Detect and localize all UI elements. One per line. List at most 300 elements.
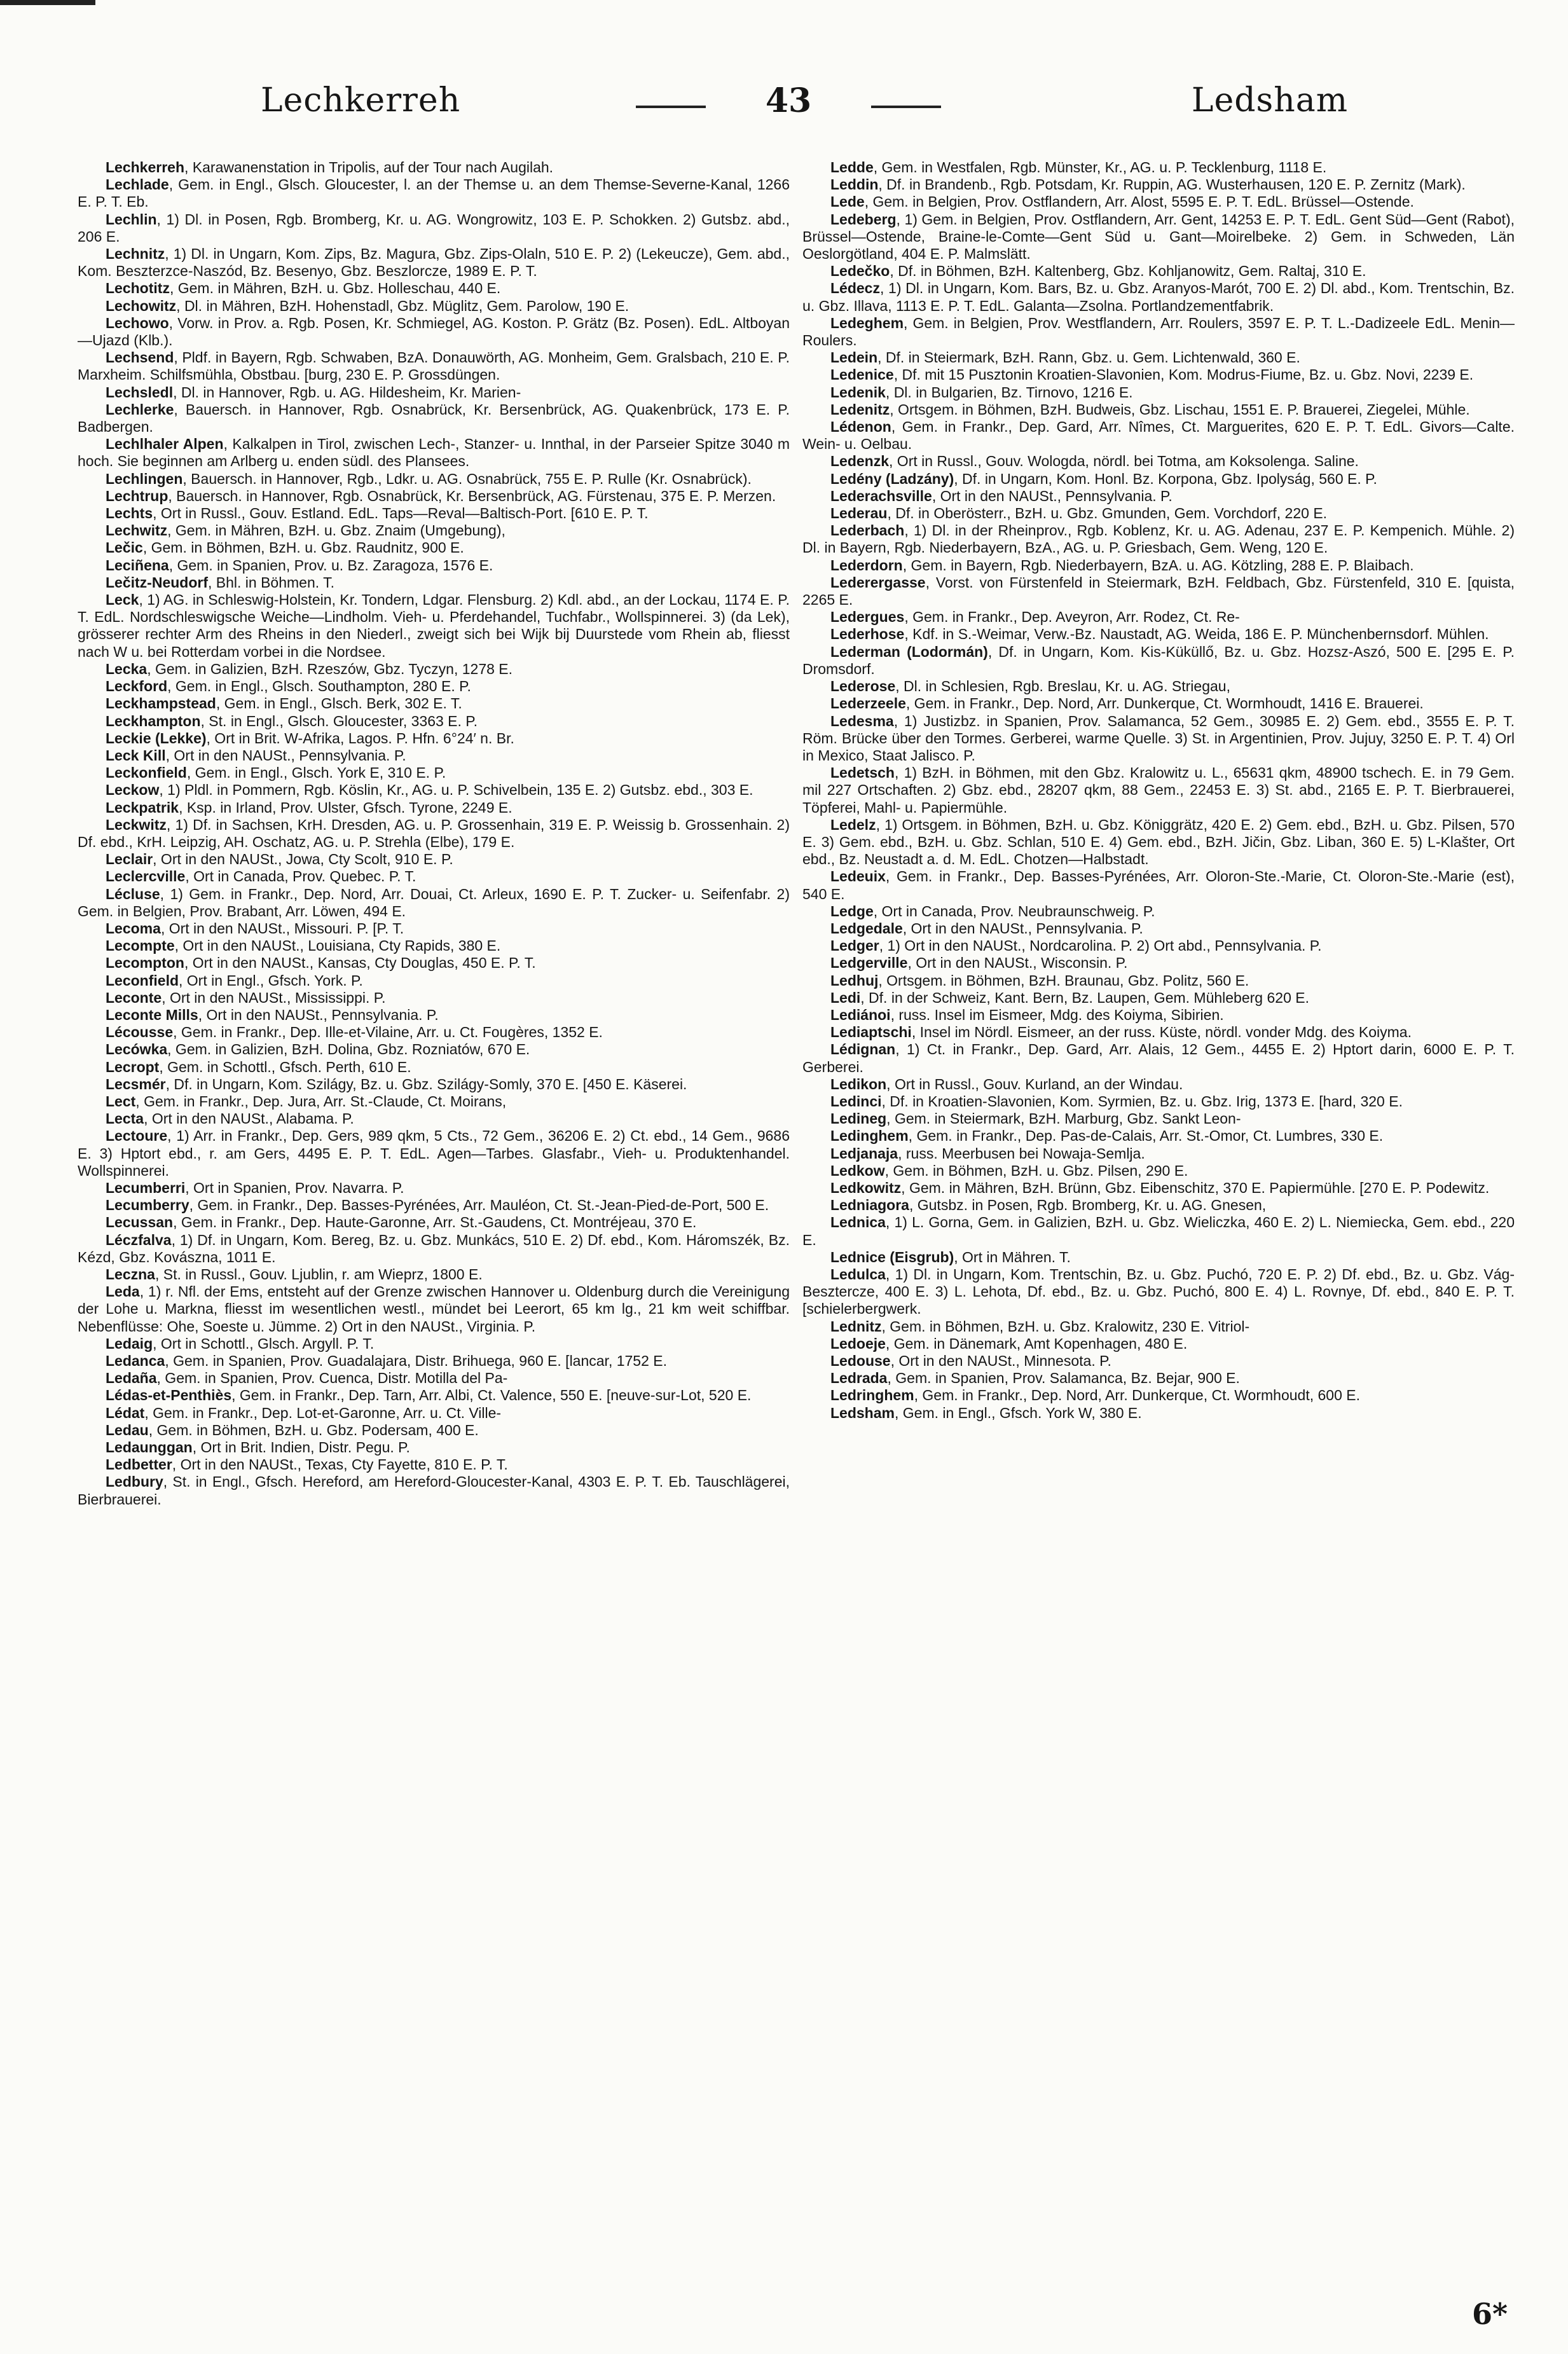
entry-headword: Lediánoi: [830, 1006, 891, 1023]
gazetteer-entry: [78, 747, 790, 764]
gazetteer-entry: [802, 384, 1515, 401]
entry-text: , 1) Pldl. in Pommern, Rgb. Köslin, Kr., AG. u. P. Schivelbein, 135 E. 2) Gutsbz. ebd., 303 E.: [159, 781, 753, 799]
gazetteer-entry: [78, 989, 790, 1007]
gazetteer-entry: [802, 1145, 1515, 1162]
entry-headword: Ledesma: [830, 712, 894, 729]
entry-text: , Bhl. in Böhmen. T.: [208, 574, 335, 591]
gazetteer-entry: [78, 591, 790, 661]
entry-text: , Df. in Steiermark, BzH. Rann, Gbz. u. Gem. Lichtenwald, 360 E.: [877, 349, 1300, 366]
entry-text: , Gem. in Schottl., Gfsch. Perth, 610 E.: [159, 1058, 411, 1075]
entry-headword: Lédat: [106, 1404, 145, 1421]
entry-headword: Lederose: [830, 678, 896, 695]
gazetteer-entry: [78, 315, 790, 349]
gazetteer-entry: [802, 453, 1515, 470]
running-head-left: Lechkerreh: [261, 81, 461, 120]
entry-headword: Ledergues: [830, 609, 905, 626]
entry-text: , Gem. in Frankr., Dep. Basses-Pyrénées, Arr. Oloron-Ste.-Marie, Ct. Oloron-Ste.-Marie (est), 540 E.: [802, 868, 1515, 902]
entry-headword: Lecompton: [106, 954, 184, 972]
gazetteer-entry: [78, 799, 790, 816]
entry-headword: Ledeuix: [830, 868, 886, 885]
entry-headword: Lecka: [106, 660, 148, 677]
gazetteer-entry: [802, 1127, 1515, 1145]
entry-text: , Df. in Ungarn, Kom. Honl. Bz. Korpona, Gbz. Ipolyság, 560 E. P.: [954, 470, 1377, 487]
entry-headword: Lede: [830, 193, 865, 210]
gazetteer-entry: [78, 886, 790, 920]
entry-text: , Ort in den NAUSt., Kansas, Cty Douglas, 450 E. P. T.: [184, 954, 536, 972]
gazetteer-entry: [78, 176, 790, 210]
running-head-right: Ledsham: [1191, 81, 1348, 120]
entry-headword: Leckpatrik: [106, 799, 179, 816]
entry-headword: Ledringhem: [830, 1387, 914, 1404]
gazetteer-entry: [802, 713, 1515, 765]
gazetteer-entry: [802, 1162, 1515, 1180]
entry-text: , Gem. in Böhmen, BzH. u. Gbz. Kralowitz, 230 E. Vitriol-: [881, 1318, 1250, 1335]
entry-headword: Ledinghem: [830, 1127, 909, 1145]
entry-headword: Lechowitz: [106, 297, 177, 314]
gazetteer-entry: [78, 730, 790, 747]
entry-headword: Ledinci: [830, 1092, 882, 1110]
entry-headword: Lecta: [106, 1110, 144, 1127]
gazetteer-entry: [78, 1127, 790, 1180]
gazetteer-entry: [78, 1232, 790, 1266]
entry-text: , Gem. in Steiermark, BzH. Marburg, Gbz. Sankt Leon-: [886, 1110, 1241, 1127]
gazetteer-entry: [78, 972, 790, 989]
entry-headword: Lederachsville: [830, 487, 932, 504]
gazetteer-entry: [78, 349, 790, 383]
gazetteer-entry: [802, 193, 1515, 210]
entry-headword: Lederdorn: [830, 556, 903, 574]
entry-headword: Lednitz: [830, 1318, 882, 1335]
gazetteer-entry: [78, 1059, 790, 1076]
entry-headword: Leckhampton: [106, 712, 201, 729]
entry-text: , Gem. in Böhmen, BzH. u. Gbz. Podersam, 400 E.: [148, 1421, 479, 1438]
entry-text: , Gem. in Frankr., Dep. Aveyron, Arr. Rodez, Ct. Re-: [904, 609, 1240, 626]
gazetteer-entry: [802, 349, 1515, 366]
entry-headword: Lechowo: [106, 314, 169, 331]
entry-text: , Ort in Canada, Prov. Quebec. P. T.: [185, 868, 416, 885]
gazetteer-entry: [802, 1180, 1515, 1197]
gazetteer-entry: [802, 1266, 1515, 1318]
entry-headword: Ledge: [830, 902, 874, 919]
entry-text: , Ort in den NAUSt., Louisiana, Cty Rapids, 380 E.: [174, 937, 501, 954]
entry-headword: Lederzeele: [830, 695, 906, 712]
entry-headword: Lečic: [106, 539, 143, 556]
entry-headword: Leckie (Lekke): [106, 729, 207, 747]
gazetteer-entry: [78, 1076, 790, 1093]
entry-headword: Leconte Mills: [106, 1006, 198, 1023]
gazetteer-entry: [802, 280, 1515, 314]
entry-headword: Ledelz: [830, 816, 876, 833]
gazetteer-entry: [802, 1318, 1515, 1335]
gazetteer-entry: [78, 661, 790, 678]
gazetteer-entry: [78, 488, 790, 505]
gazetteer-entry: [802, 1041, 1515, 1075]
gazetteer-entry: [802, 1076, 1515, 1093]
entry-headword: Lecsmér: [106, 1075, 166, 1092]
entry-text: , Gem. in Engl., Glsch. Berk, 302 E. T.: [216, 695, 462, 712]
header-dash-right: [871, 106, 941, 108]
entry-headword: Lediaptschi: [830, 1024, 912, 1041]
entry-text: , Ort in den NAUSt., Minnesota. P.: [890, 1353, 1111, 1370]
entry-text: , 1) Ortsgem. in Böhmen, BzH. u. Gbz. Königgrätz, 420 E. 2) Gem. ebd., BzH. u. Gbz. Pilsen, 570 E. 3) Gem. ebd., BzH. u. Gbz. Schlan, 510 E. 4) Gem. ebd., BzH. Jičin, Gbz. Liban, 360 E. 5) L-Klašter, Ort ebd., Bz. Neustadt a. d. M. EdL. Chotzen—Halbstadt.: [802, 816, 1515, 868]
gazetteer-entry: [78, 920, 790, 937]
entry-text: , Gem. in Dänemark, Amt Kopenhagen, 480 E.: [885, 1335, 1188, 1352]
gazetteer-entry: [802, 488, 1515, 505]
entry-text: , Ort in Schottl., Glsch. Argyll. P. T.: [153, 1335, 375, 1352]
gazetteer-entry: [802, 159, 1515, 176]
entry-text: , Kdf. in S.-Weimar, Verw.-Bz. Naustadt, AG. Weida, 186 E. P. Münchenbernsdorf. Mühlen.: [904, 626, 1489, 643]
entry-text: , 1) BzH. in Böhmen, mit den Gbz. Kralowitz u. L., 65631 qkm, 48900 tschech. E. in 79 Gem. mil 227 Ortschaften. 2) Gbz. ebd., 28207 qkm, 88 Gem., 22453 E. 3) St. abd., 2165 E. P. T. Bierbrauerei, Töpferei, Mahl- u. Papiermühle.: [802, 764, 1515, 816]
gazetteer-entry: [802, 211, 1515, 263]
entry-text: , Insel im Nördl. Eismeer, an der russ. Küste, nördl. vonder Mdg. des Koiyma.: [911, 1024, 1412, 1041]
entry-headword: Ledeghem: [830, 314, 904, 331]
gazetteer-entry: [802, 1353, 1515, 1370]
gazetteer-entry: [78, 280, 790, 297]
gazetteer-entry: [78, 1370, 790, 1387]
entry-headword: Lechsledl: [106, 383, 174, 401]
gazetteer-entry: [802, 522, 1515, 556]
entry-text: , Ort in Canada, Prov. Neubraunschweig. P.: [873, 902, 1155, 919]
entry-headword: Ledsham: [830, 1404, 895, 1421]
entry-text: , Df. in Böhmen, BzH. Kaltenberg, Gbz. Kohljanowitz, Gem. Raltaj, 310 E.: [890, 263, 1366, 280]
gazetteer-entry: [78, 1041, 790, 1058]
entry-text: , 1) Gem. in Frankr., Dep. Nord, Arr. Douai, Ct. Arleux, 1690 E. P. T. Zucker- u. Seifenfabr. 2) Gem. in Belgien, Prov. Brabant, Arr. Löwen, 494 E.: [78, 885, 790, 919]
entry-text: , 1) Gem. in Belgien, Prov. Ostflandern, Arr. Gent, 14253 E. P. T. EdL. Gent Süd—Gent (Rabot), Brüssel—Ostende, Braine-le-Comte—Gent Süd u. Gant—Moirelbeke. 2) Gem. in Schweden, Län Oeslorgötland, 404 E. P. Malmslätt.: [802, 210, 1515, 263]
gazetteer-entry: [802, 1007, 1515, 1024]
entry-text: , Gem. in Frankr., Dep. Nord, Arr. Dunkerque, Ct. Wormhoudt, 1416 E. Brauerei.: [905, 695, 1424, 712]
entry-text: , Gem. in Spanien, Prov. Cuenca, Distr. Motilla del Pa-: [156, 1370, 508, 1387]
entry-text: , Gem. in Engl., Glsch. York E, 310 E. P.: [186, 764, 446, 781]
entry-text: , Ort in den NAUSt., Missouri. P. [P. T.: [160, 919, 404, 937]
entry-headword: Ledenik: [830, 383, 886, 401]
entry-text: , Df. in Kroatien-Slavonien, Kom. Syrmien, Bz. u. Gbz. Irig, 1373 E. [hard, 320 E.: [881, 1092, 1403, 1110]
gazetteer-entry: [802, 937, 1515, 954]
gazetteer-entry: [802, 263, 1515, 280]
entry-headword: Lednice (Eisgrub): [830, 1248, 954, 1265]
entry-headword: Lederergasse: [830, 574, 926, 591]
gazetteer-entry: [802, 678, 1515, 695]
gazetteer-entry: [78, 1353, 790, 1370]
gazetteer-entry: [78, 851, 790, 868]
entry-text: , Karawanenstation in Tripolis, auf der Tour nach Augilah.: [184, 159, 554, 176]
entry-headword: Lederau: [830, 505, 888, 522]
entry-headword: Leczna: [106, 1266, 155, 1283]
signature-mark: 6*: [1471, 2297, 1508, 2331]
gazetteer-entry: [78, 522, 790, 539]
entry-text: , Ortsgem. in Böhmen, BzH. Budweis, Gbz. Lischau, 1551 E. P. Brauerei, Ziegelei, Mühle.: [890, 401, 1470, 418]
entry-text: , Ort in den NAUSt., Pennsylvania. P.: [198, 1006, 439, 1023]
gazetteer-entry: [78, 764, 790, 781]
entry-headword: Leda: [106, 1283, 140, 1300]
entry-text: , Gem. in Spanien, Prov. Salamanca, Bz. Bejar, 900 E.: [887, 1370, 1240, 1387]
gazetteer-entry: [78, 1093, 790, 1110]
entry-headword: Leck Kill: [106, 747, 166, 764]
entry-text: , 1) Dl. in Ungarn, Kom. Bars, Bz. u. Gbz. Aranyos-Marót, 700 E. 2) Dl. abd., Kom. Trentschin, Bz. u. Gbz. Illava, 1113 E. P. T. EdL. Galanta—Zsolna. Portlandzementfabrik.: [802, 280, 1515, 314]
entry-text: , Gem. in Bayern, Rgb. Niederbayern, BzA. u. AG. Kötzling, 288 E. P. Blaibach.: [902, 556, 1414, 574]
gazetteer-entry: [78, 937, 790, 954]
entry-text: , Ort in Mähren. T.: [954, 1248, 1071, 1265]
gazetteer-entry: [802, 1387, 1515, 1404]
entry-headword: Lécluse: [106, 885, 160, 902]
entry-headword: Lederman (Lodormán): [830, 643, 988, 660]
gazetteer-entry: [78, 1473, 790, 1508]
entry-headword: Leck: [106, 591, 139, 609]
gazetteer-entry: [802, 505, 1515, 522]
entry-headword: Ledhuj: [830, 972, 879, 989]
gazetteer-entry: [78, 678, 790, 695]
gazetteer-entry: [802, 868, 1515, 902]
entry-text: , Ort in Russl., Gouv. Estland. EdL. Taps—Reval—Baltisch-Port. [610 E. P. T.: [153, 505, 649, 522]
gazetteer-entry: [802, 695, 1515, 712]
entry-text: , Gem. in Westfalen, Rgb. Münster, Kr., AG. u. P. Tecklenburg, 1118 E.: [873, 159, 1327, 176]
entry-headword: Lecówka: [106, 1041, 168, 1058]
entry-headword: Ledde: [830, 159, 874, 176]
gazetteer-entry: [78, 505, 790, 522]
entry-headword: Ledi: [830, 989, 861, 1006]
entry-text: , Gem. in Mähren, BzH. Brünn, Gbz. Eibenschitz, 370 E. Papiermühle. [270 E. P. Podewitz.: [901, 1179, 1490, 1196]
gazetteer-entry: [802, 1110, 1515, 1127]
entry-text: , Ort in den NAUSt., Wisconsin. P.: [907, 954, 1128, 972]
entry-text: , Df. mit 15 Pusztonin Kroatien-Slavonien, Kom. Modrus-Fiume, Bz. u. Gbz. Novi, 2239 E.: [893, 366, 1474, 383]
entry-text: , 1) Ort in den NAUSt., Nordcarolina. P. 2) Ort abd., Pennsylvania. P.: [879, 937, 1322, 954]
entry-text: , Dl. in Hannover, Rgb. u. AG. Hildesheim, Kr. Marien-: [173, 383, 521, 401]
entry-headword: Lectoure: [106, 1127, 168, 1145]
entry-text: , St. in Russl., Gouv. Ljublin, r. am Wieprz, 1800 E.: [155, 1266, 483, 1283]
entry-text: , Ort in den NAUSt., Jowa, Cty Scolt, 910 E. P.: [153, 851, 453, 868]
entry-headword: Ledger: [830, 937, 879, 954]
entry-headword: Ledenzk: [830, 453, 890, 470]
entry-text: , Ort in Spanien, Prov. Navarra. P.: [185, 1179, 404, 1196]
entry-text: , 1) Df. in Sachsen, KrH. Dresden, AG. u. P. Grossenhain, 319 E. P. Weissig b. Grossenhain. 2) Df. ebd., KrH. Leipzig, AH. Oschatz, AG. u. P. Strehla (Elbe), 179 E.: [78, 816, 790, 850]
gazetteer-entry: [802, 1093, 1515, 1110]
gazetteer-entry: [802, 176, 1515, 193]
gazetteer-entry: [78, 1387, 790, 1404]
entry-headword: Leckonfield: [106, 764, 187, 781]
entry-text: , 1) Df. in Ungarn, Kom. Bereg, Bz. u. Gbz. Munkács, 510 E. 2) Df. ebd., Kom. Háromszék, Bz. Kézd, Gbz. Kovászna, 1011 E.: [78, 1231, 790, 1265]
entry-headword: Ledjanaja: [830, 1145, 898, 1162]
entry-headword: Ledečko: [830, 263, 890, 280]
entry-text: , Ort in Russl., Gouv. Wologda, nördl. bei Totma, am Koksolenga. Saline.: [889, 453, 1359, 470]
entry-text: , Gem. in Spanien, Prov. Guadalajara, Distr. Brihuega, 960 E. [lancar, 1752 E.: [165, 1353, 668, 1370]
gazetteer-entry: [78, 211, 790, 245]
entry-headword: Ledaig: [106, 1335, 153, 1352]
entry-text: , Vorst. von Fürstenfeld in Steiermark, BzH. Feldbach, Gbz. Fürstenfeld, 310 E. [quista, 2265 E.: [802, 574, 1515, 609]
entry-text: , Ort in den NAUSt., Texas, Cty Fayette, 810 E. P. T.: [172, 1456, 508, 1473]
gazetteer-entry: [802, 1214, 1515, 1248]
gazetteer-entry: [802, 920, 1515, 937]
gazetteer-entry: [78, 1007, 790, 1024]
entry-headword: Lect: [106, 1092, 136, 1110]
entry-headword: Ledikon: [830, 1075, 887, 1092]
entry-text: , 1) Ct. in Frankr., Dep. Gard, Arr. Alais, 12 Gem., 4455 E. 2) Hptort darin, 6000 E. P. T. Gerberei.: [802, 1041, 1515, 1075]
gazetteer-entry: [78, 384, 790, 401]
entry-text: , Gem. in Engl., Gfsch. York W, 380 E.: [894, 1404, 1142, 1421]
entry-headword: Ledgerville: [830, 954, 908, 972]
entry-text: , Ort in Brit. W-Afrika, Lagos. P. Hfn. 6°24′ n. Br.: [206, 729, 514, 747]
entry-text: , Ort in Russl., Gouv. Kurland, an der Windau.: [886, 1075, 1183, 1092]
gazetteer-entry: [802, 1024, 1515, 1041]
gazetteer-entry: [802, 1335, 1515, 1353]
gazetteer-entry: [802, 366, 1515, 383]
entry-text: , Ort in Engl., Gfsch. York. P.: [179, 972, 363, 989]
gazetteer-entry: [78, 713, 790, 730]
left-column: [78, 159, 790, 2321]
entry-text: , Gem. in Galizien, BzH. Dolina, Gbz. Rozniatów, 670 E.: [167, 1041, 530, 1058]
entry-headword: Ledau: [106, 1421, 149, 1438]
entry-text: , Gem. in Frankr., Dep. Basses-Pyrénées, Arr. Mauléon, Ct. St.-Jean-Pied-de-Port, 500 E.: [189, 1197, 769, 1214]
entry-headword: Lederhose: [830, 626, 905, 643]
entry-text: , Gem. in Belgien, Prov. Ostflandern, Arr. Alost, 5595 E. P. T. EdL. Brüssel—Ostende.: [864, 193, 1414, 210]
entry-headword: Ledaña: [106, 1370, 157, 1387]
entry-headword: Ledulca: [830, 1266, 886, 1283]
entry-headword: Ledgedale: [830, 919, 903, 937]
entry-headword: Ledkow: [830, 1162, 885, 1179]
entry-text: , Dl. in Schlesien, Rgb. Breslau, Kr. u. AG. Striegau,: [895, 678, 1230, 695]
gazetteer-entry: [78, 159, 790, 176]
entry-headword: Lecompte: [106, 937, 175, 954]
gazetteer-entry: [802, 315, 1515, 349]
gazetteer-entry: [78, 436, 790, 470]
gazetteer-entry: [78, 781, 790, 799]
entry-text: , Gem. in Mähren, BzH. u. Gbz. Znaim (Umgebung),: [167, 522, 505, 539]
entry-headword: Leconte: [106, 989, 162, 1006]
entry-text: , Df. in Brandenb., Rgb. Potsdam, Kr. Ruppin, AG. Wusterhausen, 120 E. P. Zernitz (Mark).: [878, 176, 1466, 193]
entry-text: , Ort in den NAUSt., Alabama. P.: [144, 1110, 354, 1127]
entry-headword: Leciñena: [106, 556, 169, 574]
gazetteer-entry: [78, 1283, 790, 1335]
entry-headword: Lecoma: [106, 919, 161, 937]
entry-headword: Ledény (Ladzány): [830, 470, 954, 487]
entry-headword: Lederbach: [830, 522, 905, 539]
gazetteer-entry: [78, 1422, 790, 1439]
gazetteer-entry: [78, 1110, 790, 1127]
entry-headword: Leclair: [106, 851, 153, 868]
entry-headword: Lédecz: [830, 280, 880, 297]
gazetteer-entry: [802, 609, 1515, 626]
entry-text: , Dl. in Bulgarien, Bz. Tirnovo, 1216 E.: [885, 383, 1133, 401]
entry-headword: Ledenitz: [830, 401, 890, 418]
entry-text: , St. in Engl., Gfsch. Hereford, am Hereford-Gloucester-Kanal, 4303 E. P. T. Eb. Tauschlägerei, Bierbrauerei.: [78, 1473, 790, 1508]
entry-headword: Lédenon: [830, 418, 891, 436]
entry-headword: Ledein: [830, 349, 878, 366]
entry-text: , Df. in Ungarn, Kom. Szilágy, Bz. u. Gbz. Szilágy-Somly, 370 E. [450 E. Käserei.: [165, 1075, 687, 1092]
entry-text: , Kalkalpen in Tirol, zwischen Lech-, Stanzer- u. Innthal, in der Parseier Spitze 3040 m hoch. Sie beginnen am Arlberg u. enden südl. des Plansees.: [78, 436, 790, 470]
entry-headword: Lednica: [830, 1214, 886, 1231]
gazetteer-entry: [78, 1335, 790, 1353]
gazetteer-entry: [802, 626, 1515, 643]
entry-text: , 1) Arr. in Frankr., Dep. Gers, 989 qkm, 5 Cts., 72 Gem., 36206 E. 2) Ct. ebd., 14 Gem., 9686 E. 3) Hptort ebd., r. am Gers, 4495 E. P. T. EdL. Agen—Tarbes. Glasfabr., Vieh- u. Produktenhandel. Wollspinnerei.: [78, 1127, 790, 1179]
entry-text: , Bauersch. in Hannover, Rgb. Osnabrück, Kr. Bersenbrück, AG. Fürstenau, 375 E. P. Merzen.: [168, 487, 776, 504]
gazetteer-entry: [78, 954, 790, 972]
entry-text: , 1) L. Gorna, Gem. in Galizien, BzH. u. Gbz. Wieliczka, 460 E. 2) L. Niemiecka, Gem. ebd., 220 E.: [802, 1214, 1515, 1248]
gazetteer-entry: [78, 471, 790, 488]
gazetteer-entry: [802, 989, 1515, 1007]
gazetteer-entry: [802, 1249, 1515, 1266]
entry-headword: Ledaunggan: [106, 1439, 193, 1456]
entry-text: , 1) r. Nfl. der Ems, entsteht auf der Grenze zwischen Hannover u. Oldenburg durch die Vereinigung der Lohe u. Markna, fliesst im wesentlichen westl., mündet bei Leerort, 65 km lg., 21 km weit schiffbar. Nebenflüsse: Ohe, Soeste u. Jümme. 2) Ort in den NAUSt., Virginia. P.: [78, 1283, 790, 1335]
entry-headword: Lechlin: [106, 210, 157, 228]
entry-text: , Gem. in Galizien, BzH. Rzeszów, Gbz. Tyczyn, 1278 E.: [147, 660, 513, 677]
entry-headword: Lechkerreh: [106, 159, 185, 176]
entry-headword: Lécousse: [106, 1024, 174, 1041]
entry-text: , Ort in den NAUSt., Pennsylvania. P.: [165, 747, 406, 764]
gazetteer-entry: [802, 1197, 1515, 1214]
entry-text: , Ort in den NAUSt., Pennsylvania. P.: [932, 487, 1173, 504]
gazetteer-entry: [78, 868, 790, 885]
entry-headword: Leckow: [106, 781, 160, 799]
gazetteer-entry: [802, 972, 1515, 989]
entry-text: , Gem. in Engl., Glsch. Gloucester, l. an der Themse u. an dem Themse-Severne-Kanal, 1266 E. P. T. Eb.: [78, 176, 790, 210]
gazetteer-entry: [78, 245, 790, 280]
entry-headword: Lecussan: [106, 1214, 174, 1231]
gazetteer-entry: [802, 401, 1515, 418]
entry-text: , Gem. in Mähren, BzH. u. Gbz. Holleschau, 440 E.: [169, 280, 501, 297]
entry-headword: Lechotitz: [106, 280, 170, 297]
gazetteer-entry: [802, 903, 1515, 920]
entry-headword: Ledouse: [830, 1353, 891, 1370]
entry-headword: Lechnitz: [106, 245, 165, 263]
entry-headword: Leckhampstead: [106, 695, 216, 712]
entry-headword: Lédignan: [830, 1041, 896, 1058]
entry-text: , 1) Dl. in der Rheinprov., Rgb. Koblenz, Kr. u. AG. Adenau, 237 E. P. Kempenich. Mühle. 2) Dl. in Bayern, Rgb. Niederbayern, BzA., AG. u. P. Griesbach, Gem. Weng, 120 E.: [802, 522, 1515, 556]
entry-text: , Ksp. in Irland, Prov. Ulster, Gfsch. Tyrone, 2249 E.: [179, 799, 512, 816]
page-number: 43: [765, 81, 812, 120]
page-header: [191, 81, 1386, 139]
gazetteer-entry: [78, 1180, 790, 1197]
entry-text: , 1) Justizbz. in Spanien, Prov. Salamanca, 52 Gem., 30985 E. 2) Gem. ebd., 3555 E. P. T. Röm. Brücke über den Tormes. Gerberei, warme Quelle. 3) St. in Argentinien, Prov. Jujuy, 3250 E. P. T. 4) Orl in Mexico, Staat Jalisco. P.: [802, 712, 1515, 764]
entry-headword: Ledanca: [106, 1353, 165, 1370]
entry-text: , Bauersch. in Hannover, Rgb. Osnabrück, Kr. Bersenbrück, AG. Quakenbrück, 173 E. P. Badbergen.: [78, 401, 790, 436]
entry-headword: Leckwitz: [106, 816, 167, 833]
entry-headword: Ledniagora: [830, 1197, 909, 1214]
gazetteer-entry: [802, 471, 1515, 488]
entry-headword: Ledeberg: [830, 210, 897, 228]
entry-headword: Ledkowitz: [830, 1179, 902, 1196]
gazetteer-entry: [78, 557, 790, 574]
entry-text: , Pldf. in Bayern, Rgb. Schwaben, BzA. Donauwörth, AG. Monheim, Gem. Gralsbach, 210 E. P. Marxheim. Schilfsmühla, Obstbau. [burg, 230 E. P. Grossdüngen.: [78, 349, 790, 383]
entry-text: , Gem. in Frankr., Dep. Jura, Arr. St.-Claude, Ct. Moirans,: [135, 1092, 507, 1110]
entry-text: , Gem. in Frankr., Dep. Tarn, Arr. Albi, Ct. Valence, 550 E. [neuve-sur-Lot, 520 E.: [231, 1387, 752, 1404]
gazetteer-entry: [78, 1439, 790, 1456]
gazetteer-entry: [802, 1370, 1515, 1387]
entry-text: , Vorw. in Prov. a. Rgb. Posen, Kr. Schmiegel, AG. Koston. P. Grätz (Bz. Posen). EdL. Altboyan—Ujazd (Klb.).: [78, 314, 790, 349]
entry-headword: Ledetsch: [830, 764, 895, 781]
entry-text: , Df. in Oberösterr., BzH. u. Gbz. Gmunden, Gem. Vorchdorf, 220 E.: [887, 505, 1328, 522]
entry-text: , 1) Dl. in Ungarn, Kom. Trentschin, Bz. u. Gbz. Puchó, 720 E. P. 2) Df. ebd., Bz. u. Gbz. Vág-Besztercze, 400 E. 3) L. Lehota, Df. ebd., Bz. u. Gbz. Puchó, 800 E. 4) L. Rovnye, Df. ebd., 840 E. P. T. [schielerbergwerk.: [802, 1266, 1515, 1318]
entry-text: , Ort in Brit. Indien, Distr. Pegu. P.: [192, 1439, 410, 1456]
entry-text: , Ort in den NAUSt., Mississippi. P.: [162, 989, 386, 1006]
entry-headword: Ledenice: [830, 366, 894, 383]
entry-text: , Gutsbz. in Posen, Rgb. Bromberg, Kr. u. AG. Gnesen,: [909, 1197, 1267, 1214]
gazetteer-entry: [802, 816, 1515, 869]
entry-text: , Gem. in Belgien, Prov. Westflandern, Arr. Roulers, 3597 E. P. T. L.-Dadizeele EdL. Menin—Roulers.: [802, 314, 1515, 349]
entry-text: , Gem. in Spanien, Prov. u. Bz. Zaragoza, 1576 E.: [168, 556, 493, 574]
entry-text: , Gem. in Frankr., Dep. Lot-et-Garonne, Arr. u. Ct. Ville-: [144, 1404, 502, 1421]
gazetteer-entry: [802, 954, 1515, 972]
entry-text: , Bauersch. in Hannover, Rgb., Ldkr. u. AG. Osnabrück, 755 E. P. Rulle (Kr. Osnabrück).: [182, 470, 752, 487]
entry-text: , 1) Dl. in Ungarn, Kom. Zips, Bz. Magura, Gbz. Zips-Olaln, 510 E. P. 2) (Lekeucze), Gem. abd., Kom. Beszterzce-Naszód, Bz. Besenyo, Gbz. Beszlorcze, 1989 E. P. T.: [78, 245, 790, 280]
gazetteer-entry: [78, 1405, 790, 1422]
entry-text: , Gem. in Frankr., Dep. Ille-et-Vilaine, Arr. u. Ct. Fougères, 1352 E.: [173, 1024, 603, 1041]
entry-headword: Lechlingen: [106, 470, 183, 487]
entry-text: , St. in Engl., Glsch. Gloucester, 3363 E. P.: [200, 712, 478, 729]
entry-text: , Gem. in Böhmen, BzH. u. Gbz. Pilsen, 290 E.: [884, 1162, 1188, 1179]
gazetteer-entry: [78, 1266, 790, 1283]
entry-text: , Gem. in Böhmen, BzH. u. Gbz. Raudnitz, 900 E.: [142, 539, 464, 556]
entry-headword: Lechsend: [106, 349, 174, 366]
gazetteer-entry: [802, 644, 1515, 678]
entry-headword: Léczfalva: [106, 1231, 172, 1248]
